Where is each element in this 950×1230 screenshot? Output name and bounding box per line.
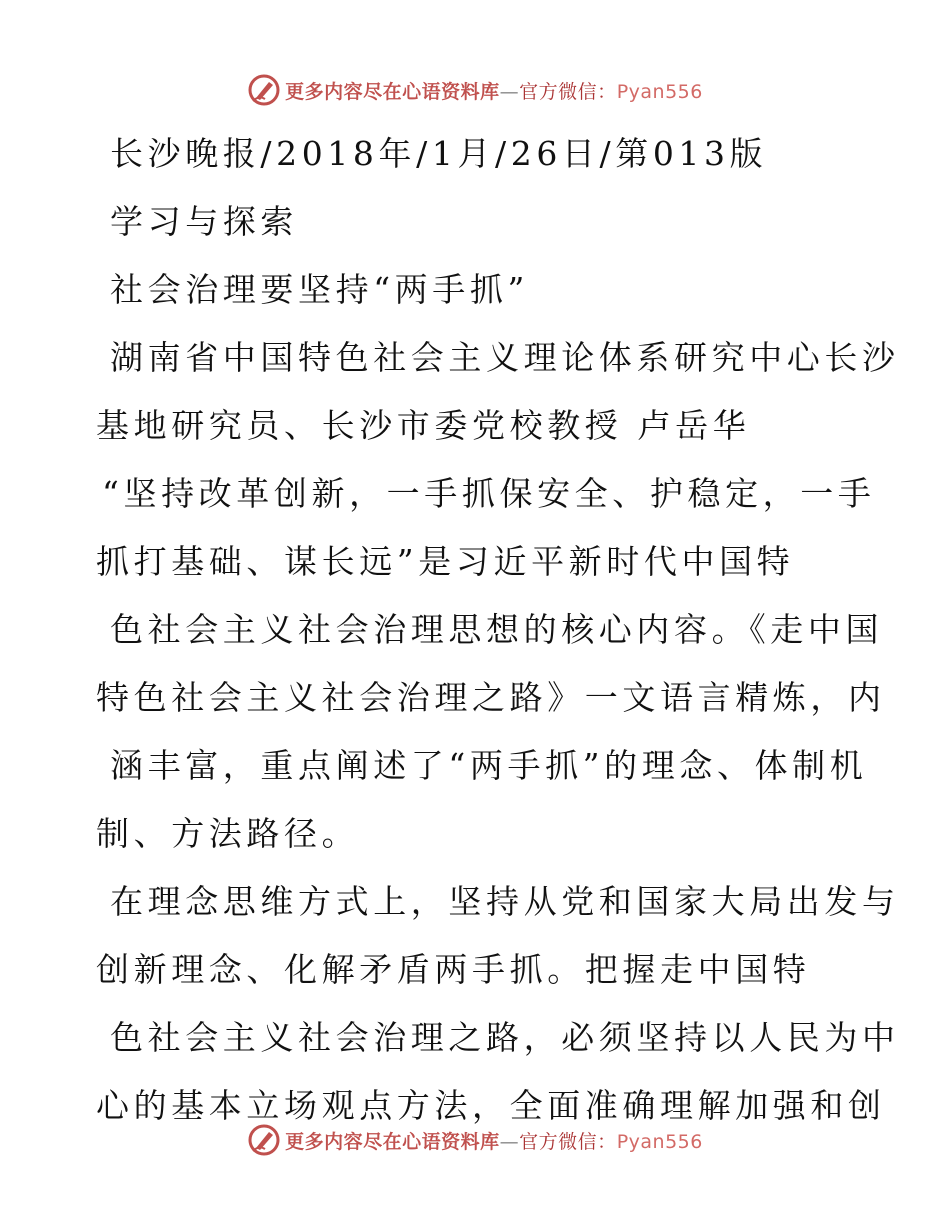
- watermark-wechat-label: 官方微信：: [519, 80, 617, 103]
- paragraph-line: 心的基本立场观点方法，全面准确理解加强和创: [96, 1086, 886, 1125]
- brand-logo-icon: [247, 1123, 281, 1157]
- publication-line: 长沙晚报/2018年/1月/26日/第013版: [110, 134, 768, 173]
- document-body: [96, 120, 900, 1140]
- watermark-dash: —: [499, 80, 520, 103]
- paragraph-line: 制、方法路径。: [96, 814, 360, 853]
- watermark-dash: —: [499, 1130, 520, 1153]
- watermark-wechat-label: 官方微信：: [519, 1130, 617, 1153]
- paragraph-line: 色社会主义社会治理思想的核心内容。《走中国: [110, 610, 884, 649]
- footer-watermark-banner: [0, 1120, 950, 1160]
- author-line: 基地研究员、长沙市委党校教授 卢岳华: [96, 406, 751, 445]
- paragraph-line: “坚持改革创新，一手抓保安全、护稳定，一手: [102, 474, 876, 513]
- watermark-text: [285, 1127, 703, 1154]
- watermark-brand: 更多内容尽在心语资料库: [285, 80, 500, 103]
- paragraph-line: 在理念思维方式上，坚持从党和国家大局出发与: [110, 882, 900, 921]
- paragraph-line: 色社会主义社会治理之路，必须坚持以人民为中: [110, 1018, 900, 1057]
- author-line: 湖南省中国特色社会主义理论体系研究中心长沙: [110, 338, 900, 377]
- watermark-wechat-id: Pyan556: [616, 1130, 703, 1153]
- paragraph-line: 抓打基础、谋长远”是习近平新时代中国特: [96, 542, 795, 581]
- paragraph-line: 涵丰富，重点阐述了“两手抓”的理念、体制机: [110, 746, 868, 785]
- paragraph-line: 特色社会主义社会治理之路》一文语言精炼，内: [96, 678, 886, 717]
- article-title: 社会治理要坚持“两手抓”: [110, 270, 529, 309]
- watermark-wechat-id: Pyan556: [616, 80, 703, 103]
- watermark-brand: 更多内容尽在心语资料库: [285, 1130, 500, 1153]
- column-title: 学习与探索: [110, 202, 298, 241]
- header-watermark-banner: [0, 70, 950, 110]
- watermark-text: [285, 77, 703, 104]
- brand-logo-icon: [247, 73, 281, 107]
- paragraph-line: 创新理念、化解矛盾两手抓。把握走中国特: [96, 950, 811, 989]
